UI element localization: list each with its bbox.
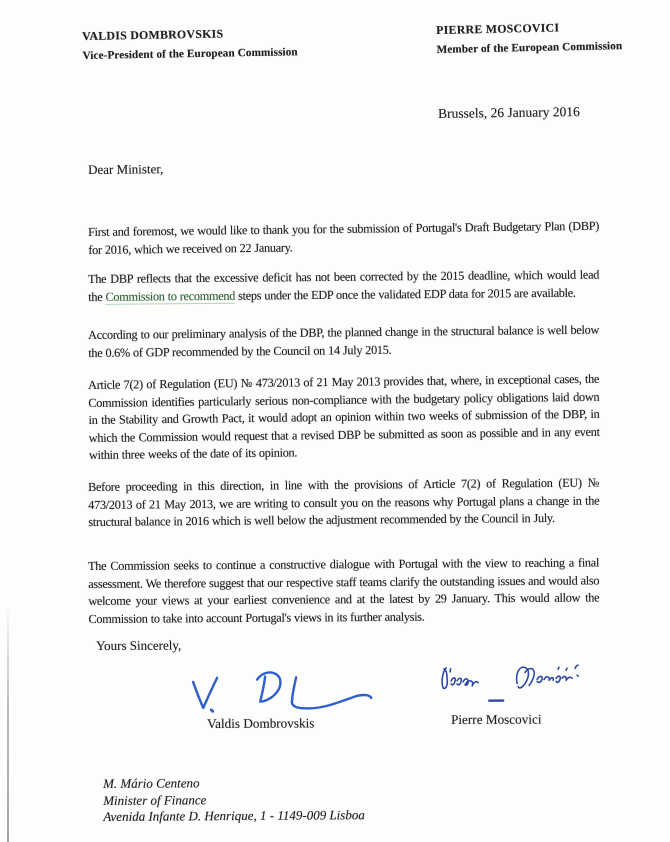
paragraph-3: According to our preliminary analysis of the DBP, the planned change in the structural balance is well below the 0.6% of GDP recommended by the Council on 14 July 2015. [88,322,600,360]
sender-block-right [436,16,622,60]
sender-block-left [82,22,298,66]
recipient-address: Avenida Infante D. Henrique, 1 - 1149-009 Lisboa [103,807,365,824]
recipient-name: M. Mário Centeno [103,775,200,791]
dateline: Brussels, 26 January 2016 [438,104,580,121]
salutation: Dear Minister, [88,161,164,177]
scan-artifact-line [7,612,9,842]
paragraph-2-text-before: The DBP reflects that the excessive deficit has not been corrected by the 2015 deadline, which would lead the [88,267,600,304]
dombrovskis-signature-strokes [193,672,371,712]
sender-left-name: VALDIS DOMBROVSKIS [82,26,224,43]
sender-right-name: PIERRE MOSCOVICI [436,20,560,37]
paragraph-6: The Commission seeks to continue a constructive dialogue with Portugal with the view to reaching a final assessment. We therefore suggest that our respective staff teams clarify the outstanding issues and would also welcome your views at your earliest convenience and at the latest by 29 January. This would allow the Commission to take into account Portugal's views in its further analysis. [88,555,600,627]
paragraph-5: Before proceeding in this direction, in line with the provisions of Article 7(2) of Regulation (EU) № 473/2013 of 21 May 2013, we are writing to consult you on the reasons why Portugal plans a change in the structural balance in 2016 which is well below the adjustment recommended by the Council in July. [88,475,600,530]
paragraph-1: First and foremost, we would like to thank you for the submission of Portugal's Draft Budgetary Plan (DBP) for 2016, which we received on 22 January. [88,219,600,257]
paragraph-4: Article 7(2) of Regulation (EU) № 473/2013 of 21 May 2013 provides that, where, in exceptional cases, the Commission identifies particularly serious non-compliance with the budgetary policy obligations laid down in the Stability and Growth Pact, it would adopt an opinion within two weeks of submission of the DBP, in which the Commission would request that a revised DBP be submitted as soon as possible and in any event within three weeks of the date of its opinion. [88,372,600,463]
recipient-title: Minister of Finance [103,791,207,808]
printed-name-moscovici: Pierre Moscovici [451,711,542,727]
closing: Yours Sincerely, [96,637,182,653]
sender-right-title: Member of the European Commission [436,40,623,56]
moscovici-signature [425,659,585,710]
paragraph-2-green-tinted-words: Commission to recommend [105,288,236,304]
recipient-block [103,774,365,825]
dombrovskis-signature [180,654,390,715]
moscovici-signature-strokes [442,665,578,701]
paragraph-2 [88,267,599,307]
printed-name-dombrovskis: Valdis Dombrovskis [207,715,315,731]
paragraph-2-text-after: steps under the EDP once the validated EDP data for 2015 are available. [235,285,576,303]
sender-left-title: Vice-President of the European Commission [82,46,298,62]
